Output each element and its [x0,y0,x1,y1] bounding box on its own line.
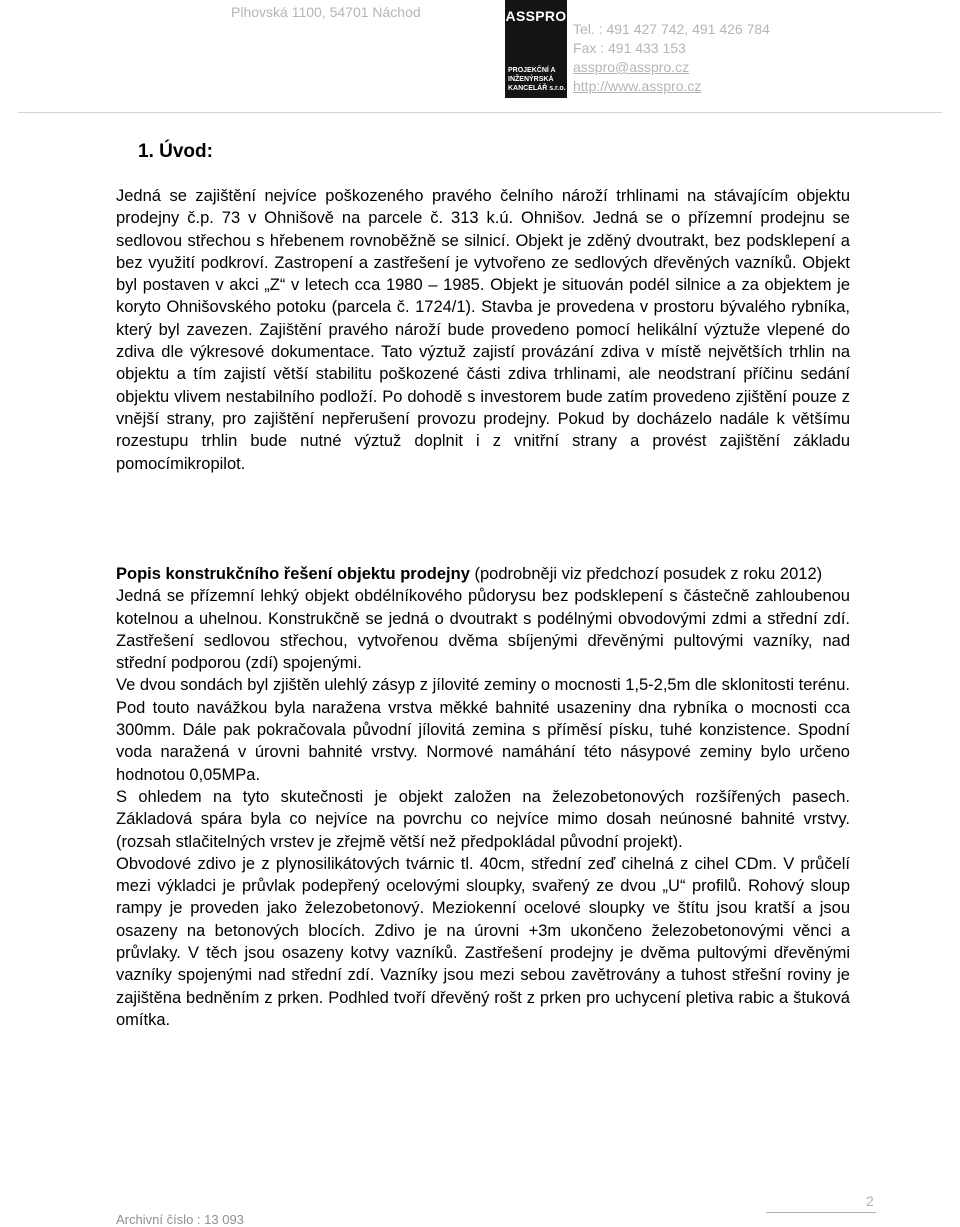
logo-subtitle-line: KANCELÁŘ s.r.o. [508,85,566,92]
logo-subtitle-line: PROJEKČNÍ A [508,67,556,74]
footer-divider [766,1212,876,1213]
fax-number: Fax : 491 433 153 [573,40,686,56]
logo-subtitle [508,66,566,93]
header-divider [18,112,942,113]
construction-heading-note: (podrobněji viz předchozí posudek z roku 2012) [469,565,823,583]
intro-paragraph: Jedná se zajištění nejvíce poškozeného pravého čelního nároží trhlinami na stávajícím objektu prodejny č.p. 73 v Ohnišově na parcele č. 313 k.ú. Ohnišov. Jedná se o přízemní prodejnu se sedlovou střechou s hřebenem rovnoběžně se silnicí. Objekt je zděný dvoutrakt, bez podsklepení a bez využití podkroví. Zastropení a zastřešení je vytvořeno ze sedlových dřevěných vazníků. Objekt byl postaven v akci „Z“ v letech cca 1980 – 1985. Objekt je situován podél silnice a za objektem je koryto Ohnišovského potoku (parcela č. 1724/1). Stavba je provedena v prostoru bývalého rybníka, který byl zavezen. Zajištění pravého nároží bude provedeno pomocí helikální výztuže vlepené do zdiva dle výkresové dokumentace. Tato výztuž zajistí provázání zdiva v místě největších trhlin na objektu a tím zajistí větší stabilitu poškozené části zdiva trhlinami, ale neodstraní příčinu sedání objektu vlivem nestabilního podloží. Po dohodě s investorem bude zatím provedeno zjištění pouze z vnější strany, pro zajištění nepřerušení provozu prodejny. Pokud by docházelo nadále k většímu rozestupu trhlin bude nutné výztuž doplnit i z vnitřní strany a provést zajištění základu pomocímikropilot. [116,187,850,473]
phone-numbers: Tel. : 491 427 742, 491 426 784 [573,21,770,37]
logo-subtitle-line: INŽENÝRSKÁ [508,76,554,83]
website-link[interactable]: http://www.asspro.cz [573,78,702,94]
company-logo [505,0,567,98]
construction-heading-line [116,563,850,585]
construction-paragraph: S ohledem na tyto skutečnosti je objekt založen na železobetonových rozšířených pasech. Základová spára byla co nejvíce na povrchu co nejvíce mimo dosah neúnosné bahnité vrstvy. (rozsah stlačitelných vrstev je zřejmě větší než předpokládal původní projekt). [116,787,850,851]
email-link[interactable]: asspro@asspro.cz [573,59,690,75]
construction-description [116,563,850,1031]
contact-block [573,20,770,96]
company-address: Plhovská 1100, 54701 Náchod [231,4,421,20]
construction-heading: Popis konstrukčního řešení objektu prodejny [116,565,470,583]
archive-number: Archivní číslo : 13 093 [116,1212,244,1227]
construction-paragraph: Obvodové zdivo je z plynosilikátových tvárnic tl. 40cm, střední zeď cihelná z cihel CDm. V průčelí mezi výkladci je průvlak podepřený ocelovými sloupky, svařený ze dvou „U“ profilů. Rohový sloup rampy je proveden jako železobetonový. Meziokenní ocelové sloupky ve štítu jsou kratší a jsou osazeny na betonových blocích. Zdivo je na úrovni +3m ukončeno železobetonovými věnci a průvlaky. V těch jsou osazeny kotvy vazníků. Zastřešení prodejny je dvěma pultovými dřevěnými vazníky spojenými nad střední zdí. Vazníky jsou mezi sebou zavětrovány a tuhost střešní roviny je zajištěna bedněním z prken. Podhled tvoří dřevěný rošt z prken pro uchycení pletiva rabic a štuková omítka. [116,854,850,1029]
page-number: 2 [866,1193,874,1209]
construction-paragraph: Jedná se přízemní lehký objekt obdélníkového půdorysu bez podsklepení s částečně zahloubenou kotelnou a uhelnou. Konstrukčně se jedná o dvoutrakt s podélnými obvodovými zdmi a střední zdí. Zastřešení sedlovou střechou, vytvořenou dvěma sbíjenými dřevěnými pultovými vazníky, nad střední podporou (zdí) spojenými. [116,587,850,673]
section-title: 1. Úvod: [138,141,213,162]
construction-paragraph: Ve dvou sondách byl zjištěn ulehlý zásyp z jílovité zeminy o mocnosti 1,5-2,5m dle sklonitosti terénu. Pod touto navážkou byla naražena vrstva měkké bahnité usazeniny dna rybníka o mocnosti cca 300mm. Dále pak pokračovala původní jílovitá zemina s příměsí písku, tuhé konzistence. Spodní voda naražená v úrovni bahnité vrstvy. Normové namáhání této násypové zeminy bylo určeno hodnotou 0,05MPa. [116,676,850,784]
logo-name: ASSPRO [505,8,567,24]
page-header [0,0,960,112]
